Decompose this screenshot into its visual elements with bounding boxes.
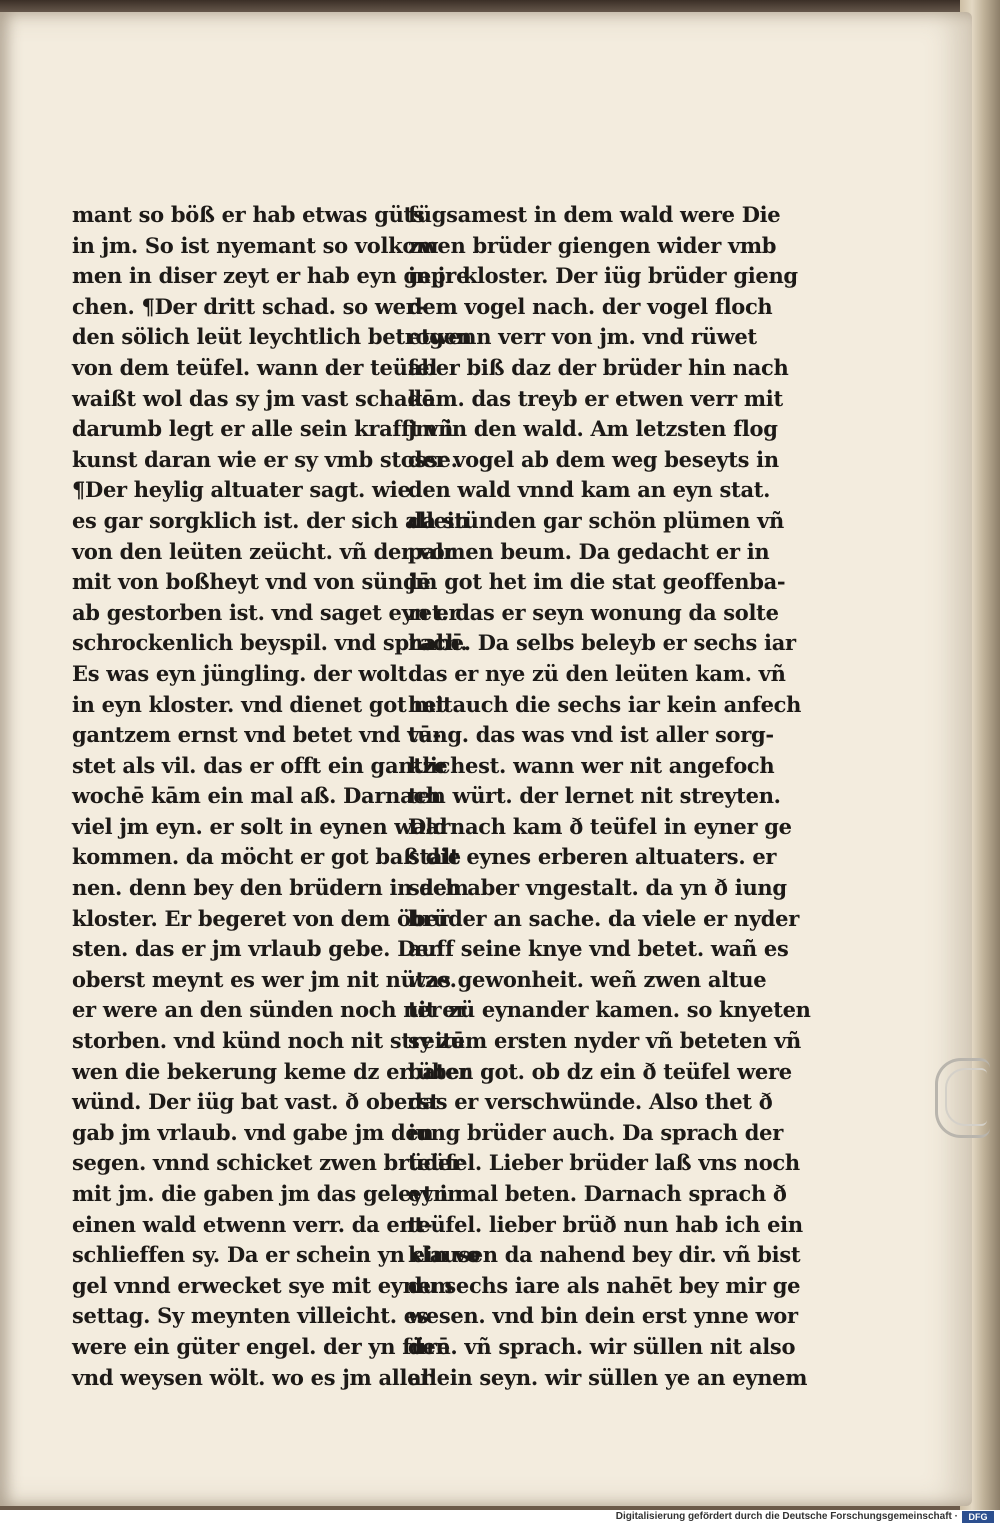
text-line: stalt eynes erberen altuaters. er [408, 844, 777, 870]
text-line: von den leüten zeücht. vñ der vor [72, 538, 456, 564]
text-line: in eyn kloster. vnd dienet got mit [72, 691, 453, 717]
text-line: sten. das er jm vrlaub gebe. Der [72, 936, 439, 962]
text-line: darumb legt er alle sein krafft vñ [72, 416, 454, 442]
text-line: were ein güter engel. der yn fürē [72, 1333, 450, 1359]
paper-clip-inner-icon [945, 1068, 987, 1126]
text-line: er were an den sünden noch nit er [72, 997, 467, 1023]
text-line: dem vogel nach. der vogel floch [408, 293, 773, 319]
text-line: etwenn verr von jm. vnd rüwet [408, 324, 757, 350]
text-line: wesen. vnd bin dein erst ynne wor [408, 1303, 798, 1329]
text-line: kommen. da möcht er got baß die [72, 844, 461, 870]
digitization-credit: Digitalisierung gefördert durch die Deutsche Forschungsgemeinschaft · [615, 1511, 958, 1522]
text-line: den sölich leüt leychtlich betrogen [72, 324, 472, 350]
text-line: ten würt. der lernet nit streyten. [408, 783, 781, 809]
text-line: du sechs iare als nahēt bey mir ge [408, 1272, 801, 1298]
text-line: oberst meynt es wer jm nit nütze. [72, 966, 457, 992]
text-line: segen. vnnd schicket zwen brüder [72, 1150, 462, 1176]
text-line: es gar sorgklich ist. der sich allein [72, 507, 470, 533]
text-line: brüder an sache. da viele er nyder [408, 905, 799, 931]
text-line: klichest. wann wer nit angefoch [408, 752, 775, 778]
text-line: het auch die sechs iar kein anfech [408, 691, 802, 717]
text-line: chen. ¶Der dritt schad. so wer- [72, 293, 425, 319]
text-line: kunst daran wie er sy vmb stosse. [72, 446, 458, 472]
text-line: allein seyn. wir süllen ye an eynem [408, 1364, 808, 1390]
text-line: den. vñ sprach. wir süllen nit also [408, 1333, 796, 1359]
right-text-column [408, 200, 811, 1393]
text-line: eyn mal beten. Darnach sprach ð [408, 1181, 787, 1206]
text-line: jm in den wald. Am letzsten flog [408, 416, 778, 442]
text-line: fügsamest in dem wald were Die [408, 202, 781, 227]
text-line: Es was eyn jüngling. der wolt [72, 660, 407, 686]
text-line: jm got het im die stat geoffenba- [408, 569, 786, 595]
text-line: vnd weysen wölt. wo es jm aller [72, 1364, 431, 1390]
text-line: iung brüder auch. Da sprach der [408, 1119, 783, 1145]
text-line: gab jm vrlaub. vnd gabe jm den [72, 1119, 434, 1145]
text-line: ret. das er seyn wonung da solte [408, 599, 779, 625]
text-line: sach aber vngestalt. da yn ð iung [408, 875, 787, 901]
text-line: teüfel. lieber brüð nun hab ich ein [408, 1211, 803, 1237]
text-line: ¶Der heylig altuater sagt. wie [72, 477, 411, 503]
text-line: gantzem ernst vnd betet vnd vā- [72, 722, 441, 748]
text-line: sy zum ersten nyder vñ beteten vñ [408, 1028, 801, 1054]
text-line: was gewonheit. weñ zwen altue [408, 966, 767, 992]
text-line: stet als vil. das er offt ein gantze [72, 752, 448, 778]
text-line: der vogel ab dem weg beseyts in [408, 446, 779, 472]
text-line: storben. vnd künd noch nit streitē [72, 1028, 465, 1054]
text-line: in jm. So ist nyemant so volkom [72, 232, 439, 258]
text-line: viel jm eyn. er solt in eynen wald [72, 813, 448, 839]
text-line: da stünden gar schön plümen vñ [408, 507, 784, 533]
text-line: mit jm. die gaben jm das geleyt in [72, 1181, 463, 1206]
text-line: kam. das treyb er etwen verr mit [408, 385, 783, 411]
text-line: wünd. Der iüg bat vast. ð oberst [72, 1089, 439, 1115]
text-line: gel vnnd erwecket sye mit eynem [72, 1272, 453, 1298]
text-line: baten got. ob dz ein ð teüfel were [408, 1058, 792, 1084]
text-line: wochē kām ein mal aß. Darnach [72, 783, 441, 809]
text-line: habē. Da selbs beleyb er sechs iar [408, 630, 796, 656]
text-line: teüfel. Lieber brüder laß vns noch [408, 1150, 800, 1176]
text-line: waißt wol das sy jm vast schadē [72, 385, 435, 411]
text-line: wen die bekerung keme dz er über [72, 1058, 471, 1084]
text-line: das er verschwünde. Also thet ð [408, 1089, 773, 1115]
text-line: auff seine knye vnd betet. wañ es [408, 936, 789, 962]
text-line: settag. Sy meynten villeicht. es [72, 1303, 429, 1329]
text-line: ab gestorben ist. vnd saget eyn er [72, 599, 460, 625]
text-line: men in diser zeyt er hab eyn gepre [72, 263, 470, 289]
text-line: schlieffen sy. Da er schein yn ein vo [72, 1242, 480, 1268]
text-line: klausen da nahend bey dir. vñ bist [408, 1242, 801, 1268]
text-line: zwen brüder giengen wider vmb [408, 232, 777, 258]
text-line: den wald vnnd kam an eyn stat. [408, 477, 771, 503]
text-line: tung. das was vnd ist aller sorg- [408, 722, 774, 748]
text-line: aber biß daz der brüder hin nach [408, 354, 789, 380]
text-line: kloster. Er begeret von dem öber [72, 905, 449, 931]
text-line: von dem teüfel. wann der teüfel [72, 354, 438, 380]
text-line: ter zü eynander kamen. so knyeten [408, 997, 811, 1023]
text-line: das er nye zü den leüten kam. vñ [408, 660, 786, 686]
dfg-logo-icon: DFG [962, 1511, 994, 1523]
text-line: nen. denn bey den brüdern in dem [72, 875, 469, 901]
text-line: schrockenlich beyspil. vnd sprach. [72, 630, 468, 656]
text-line: einen wald etwenn verr. da ent- [72, 1211, 433, 1237]
text-line: Darnach kam ð teüfel in eyner ge [408, 813, 792, 839]
text-line: palmen beum. Da gedacht er in [408, 538, 770, 564]
text-line: mit von boßheyt vnd von sündē [72, 569, 431, 595]
left-text-column [72, 200, 480, 1393]
text-line: in jr kloster. Der iüg brüder gieng [408, 263, 798, 289]
text-line: mant so böß er hab etwas güts [72, 202, 425, 227]
